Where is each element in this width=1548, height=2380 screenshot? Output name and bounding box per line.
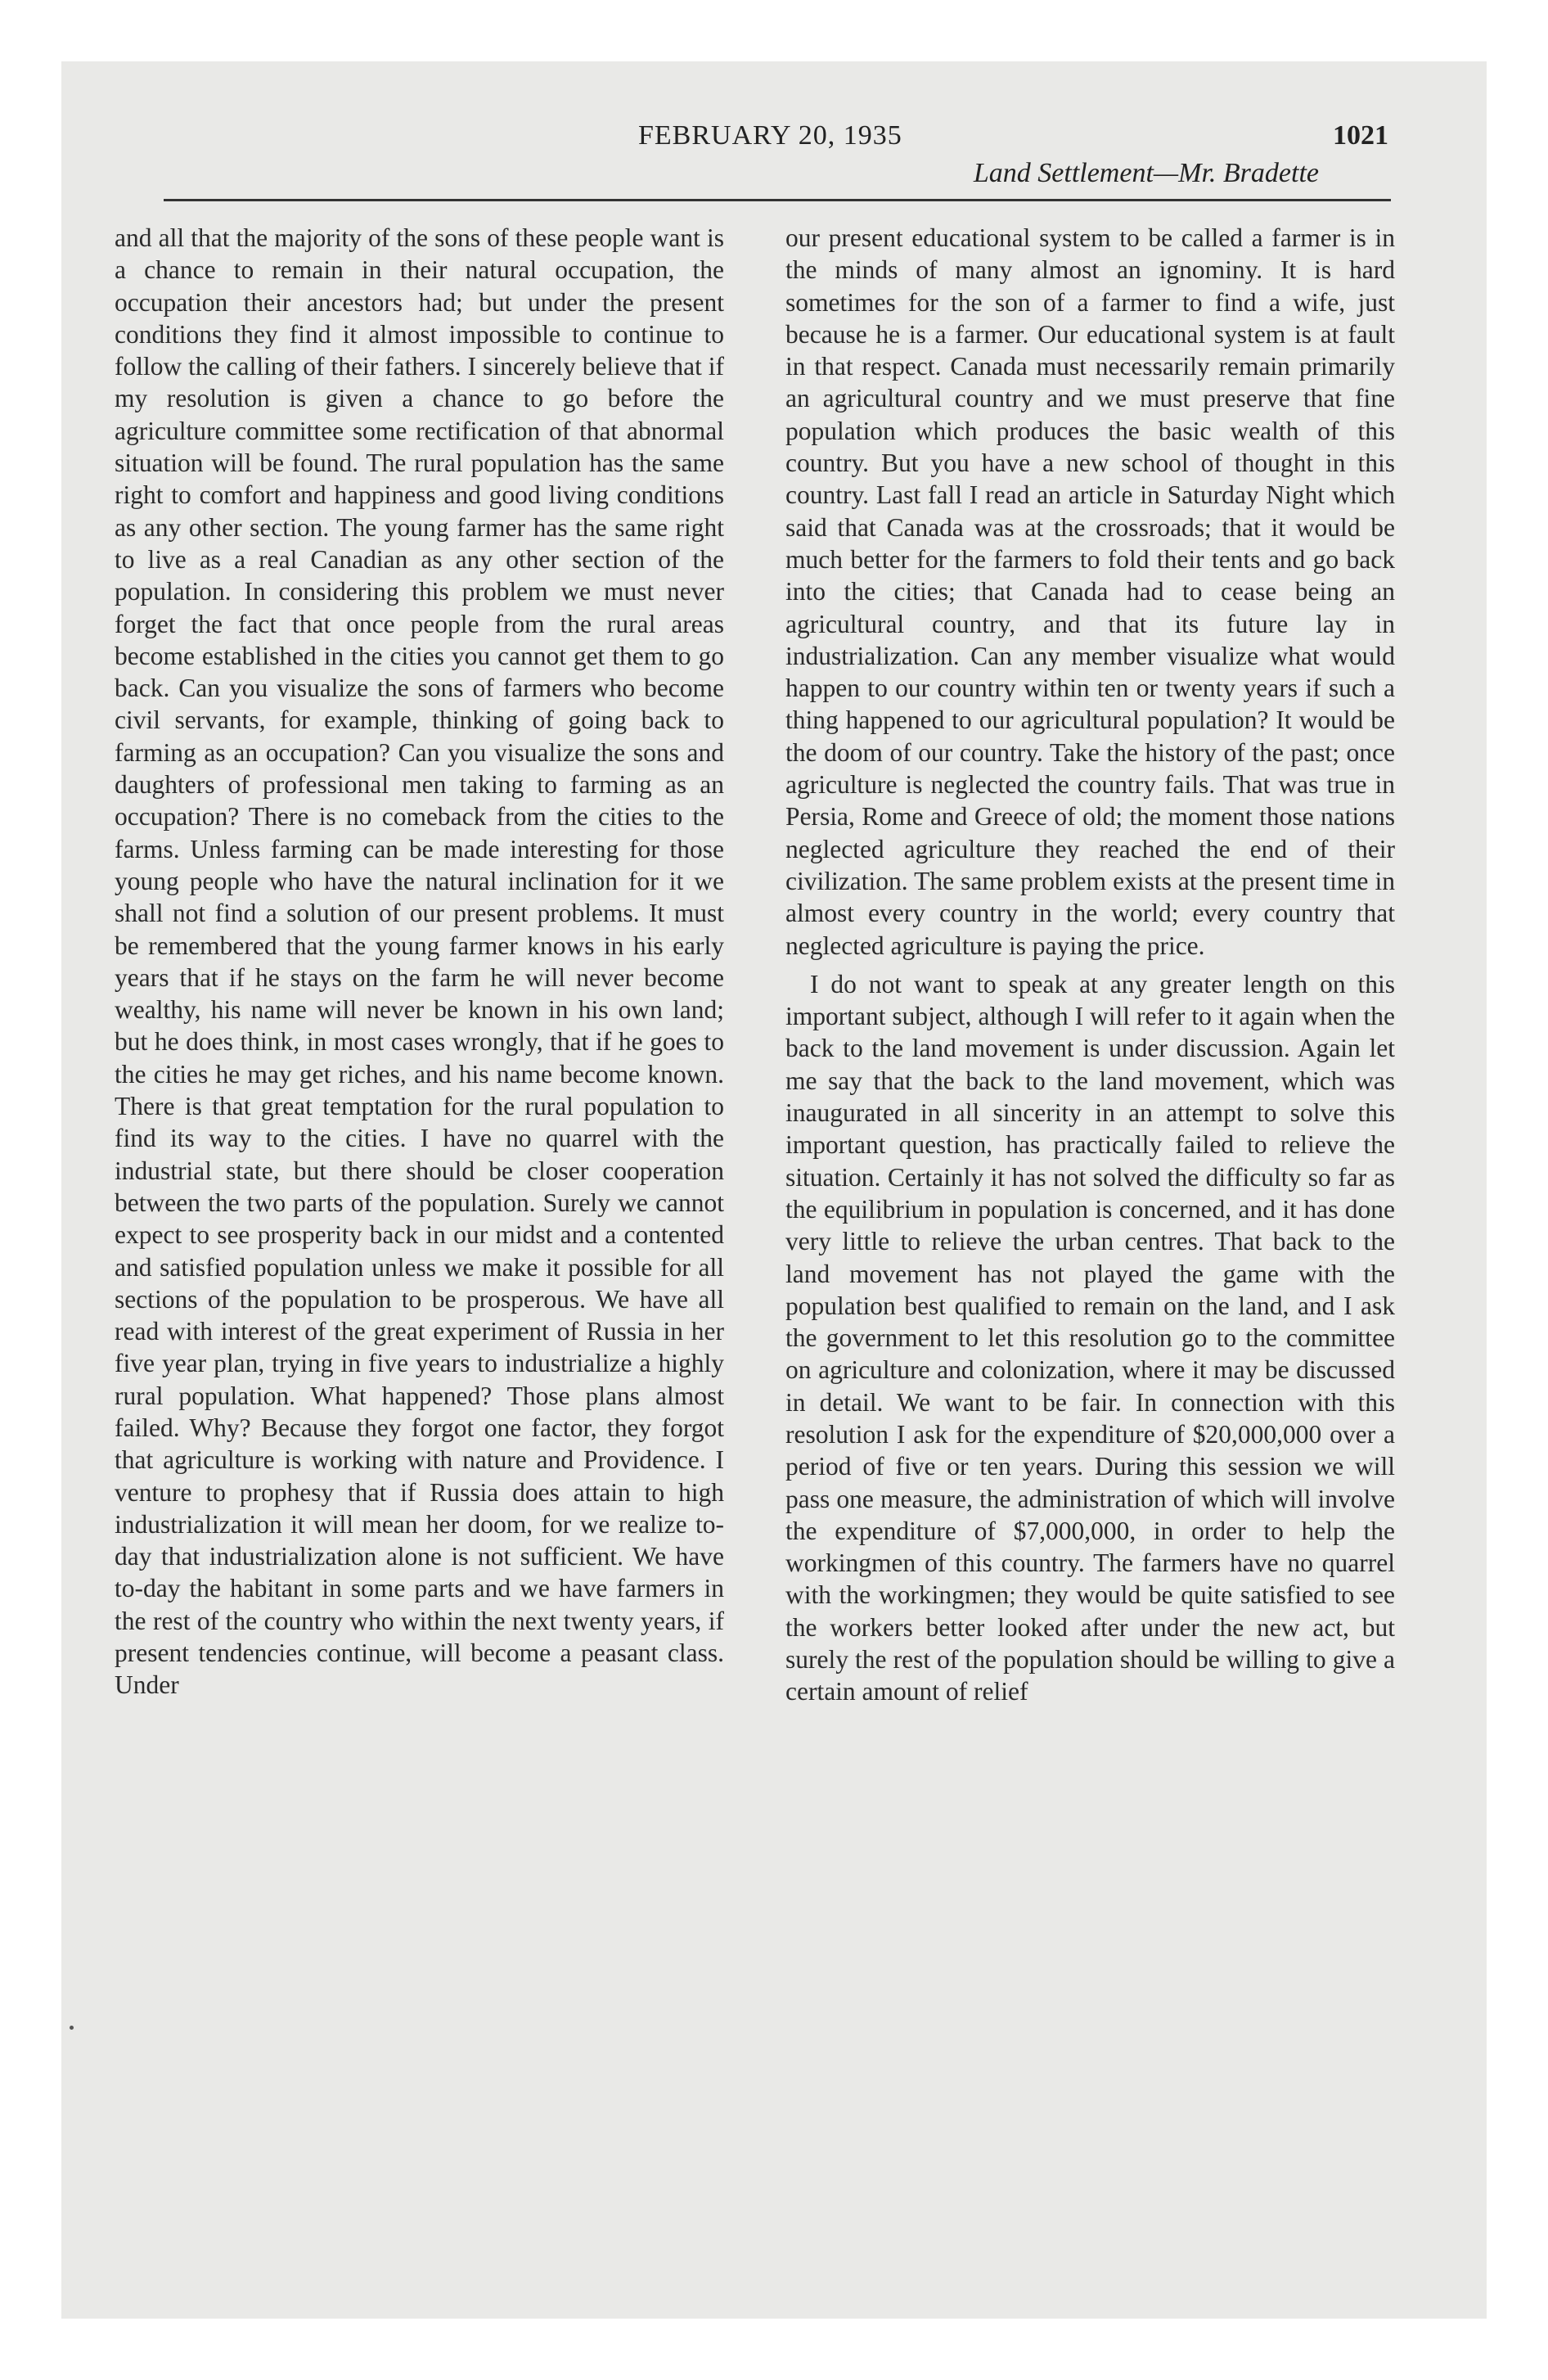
left-paragraph-1: and all that the majority of the sons of these people want is a chance to remain in their natural occupation, the occupation their ancestors had; but under the present conditions they find it almost impossible to continue to follow the calling of their fathers. I sincerely believe that if my resolution is given a chance to go before the agriculture committee some rectification of that abnormal situation will be found. The rural population has the same right to comfort and happiness and good living conditions as any other section. The young farmer has the same right to live as a real Canadian as any other section of the population. In considering this problem we must never forget the fact that once people from the rural areas become established in the cities you cannot get them to go back. Can you visualize the sons of farmers who become civil servants, for example, thinking of going back to farming as an occupation? Can you visualize the sons and daughters of professional men taking to farming as an occupation? There is no comeback from the cities to the farms. Unless farming can be made interesting for those young people who have the natural inclination for it we shall not find a solution of our present problems. It must be remembered that the young farmer knows in his early years that if he stays on the farm he will never become wealthy, his name will never be known in his own land; but he does think, in most cases wrongly, that if he goes to the cities he may get riches, and his name become known. There is that great temptation for the rural population to find its way to the cities. I have no quarrel with the industrial state, but there should be closer cooperation between the two parts of the population. Surely we cannot expect to see prosperity back in our midst and a contented and satisfied population unless we make it possible for all sections of the population to be prosperous. We have all read with interest of the great experiment of Russia in her five year plan, trying in five years to industrialize a highly rural population. What happened? Those plans almost failed. Why? Because they forgot one factor, they forgot that agriculture is working with nature and Providence. I venture to prophesy that if Russia does attain to high industrialization it will mean her doom, for we realize to-day that industrialization alone is not sufficient. We have to-day the habitant in some parts and we have farmers in the rest of the country who within the next twenty years, if present tendencies continue, will become a peasant class. Under: [115, 223, 724, 1700]
right-column: [785, 222, 1395, 1708]
margin-speck: [70, 2026, 74, 2030]
header-date: FEBRUARY 20, 1935: [638, 120, 902, 151]
page-scan: [61, 61, 1487, 2319]
page-number: 1021: [1333, 120, 1388, 151]
right-paragraph-1: our present educational system to be called a farmer is in the minds of many almost an ignominy. It is hard sometimes for the son of a farmer to find a wife, just because he is a farmer. Our educational system is at fault in that respect. Canada must necessarily remain primarily an agricultural country and we must preserve that fine population which produces the basic wealth of this country. But you have a new school of thought in this country. Last fall I read an article in Saturday Night which said that Canada was at the crossroads; that it would be much better for the farmers to fold their tents and go back into the cities; that Canada had to cease being an agricultural country, and that its future lay in industrialization. Can any member visualize what would happen to our country within ten or twenty years if such a thing happened to our agricultural population? It would be the doom of our country. Take the history of the past; once agriculture is neglected the country fails. That was true in Persia, Rome and Greece of old; the moment those nations neglected agriculture they reached the end of their civilization. The same problem exists at the present time in almost every country in the world; every country that neglected agriculture is paying the price.: [785, 223, 1395, 960]
running-head-subject: Land Settlement—Mr. Bradette: [973, 158, 1319, 188]
header-rule: [164, 199, 1391, 201]
left-column: [115, 222, 724, 1702]
right-paragraph-2: I do not want to speak at any greater length on this important subject, although I will refer to it again when the back to the land movement is under discussion. Again let me say that the back to the land movement, which was inaugurated in all sincerity in an attempt to solve this important question, has practically failed to relieve the situation. Certainly it has not solved the difficulty so far as the equilibrium in population is concerned, and it has done very little to relieve the urban centres. That back to the land movement has not played the game with the population best qualified to remain on the land, and I ask the government to let this resolution go to the committee on agriculture and colonization, where it may be discussed in detail. We want to be fair. In connection with this resolution I ask for the expenditure of $20,000,000 over a period of five or ten years. During this session we will pass one measure, the administration of which will involve the expenditure of $7,000,000, in order to help the workingmen of this country. The farmers have no quarrel with the workingmen; they would be quite satisfied to see the workers better looked after under the new act, but surely the rest of the population should be willing to give a certain amount of relief: [785, 969, 1395, 1706]
